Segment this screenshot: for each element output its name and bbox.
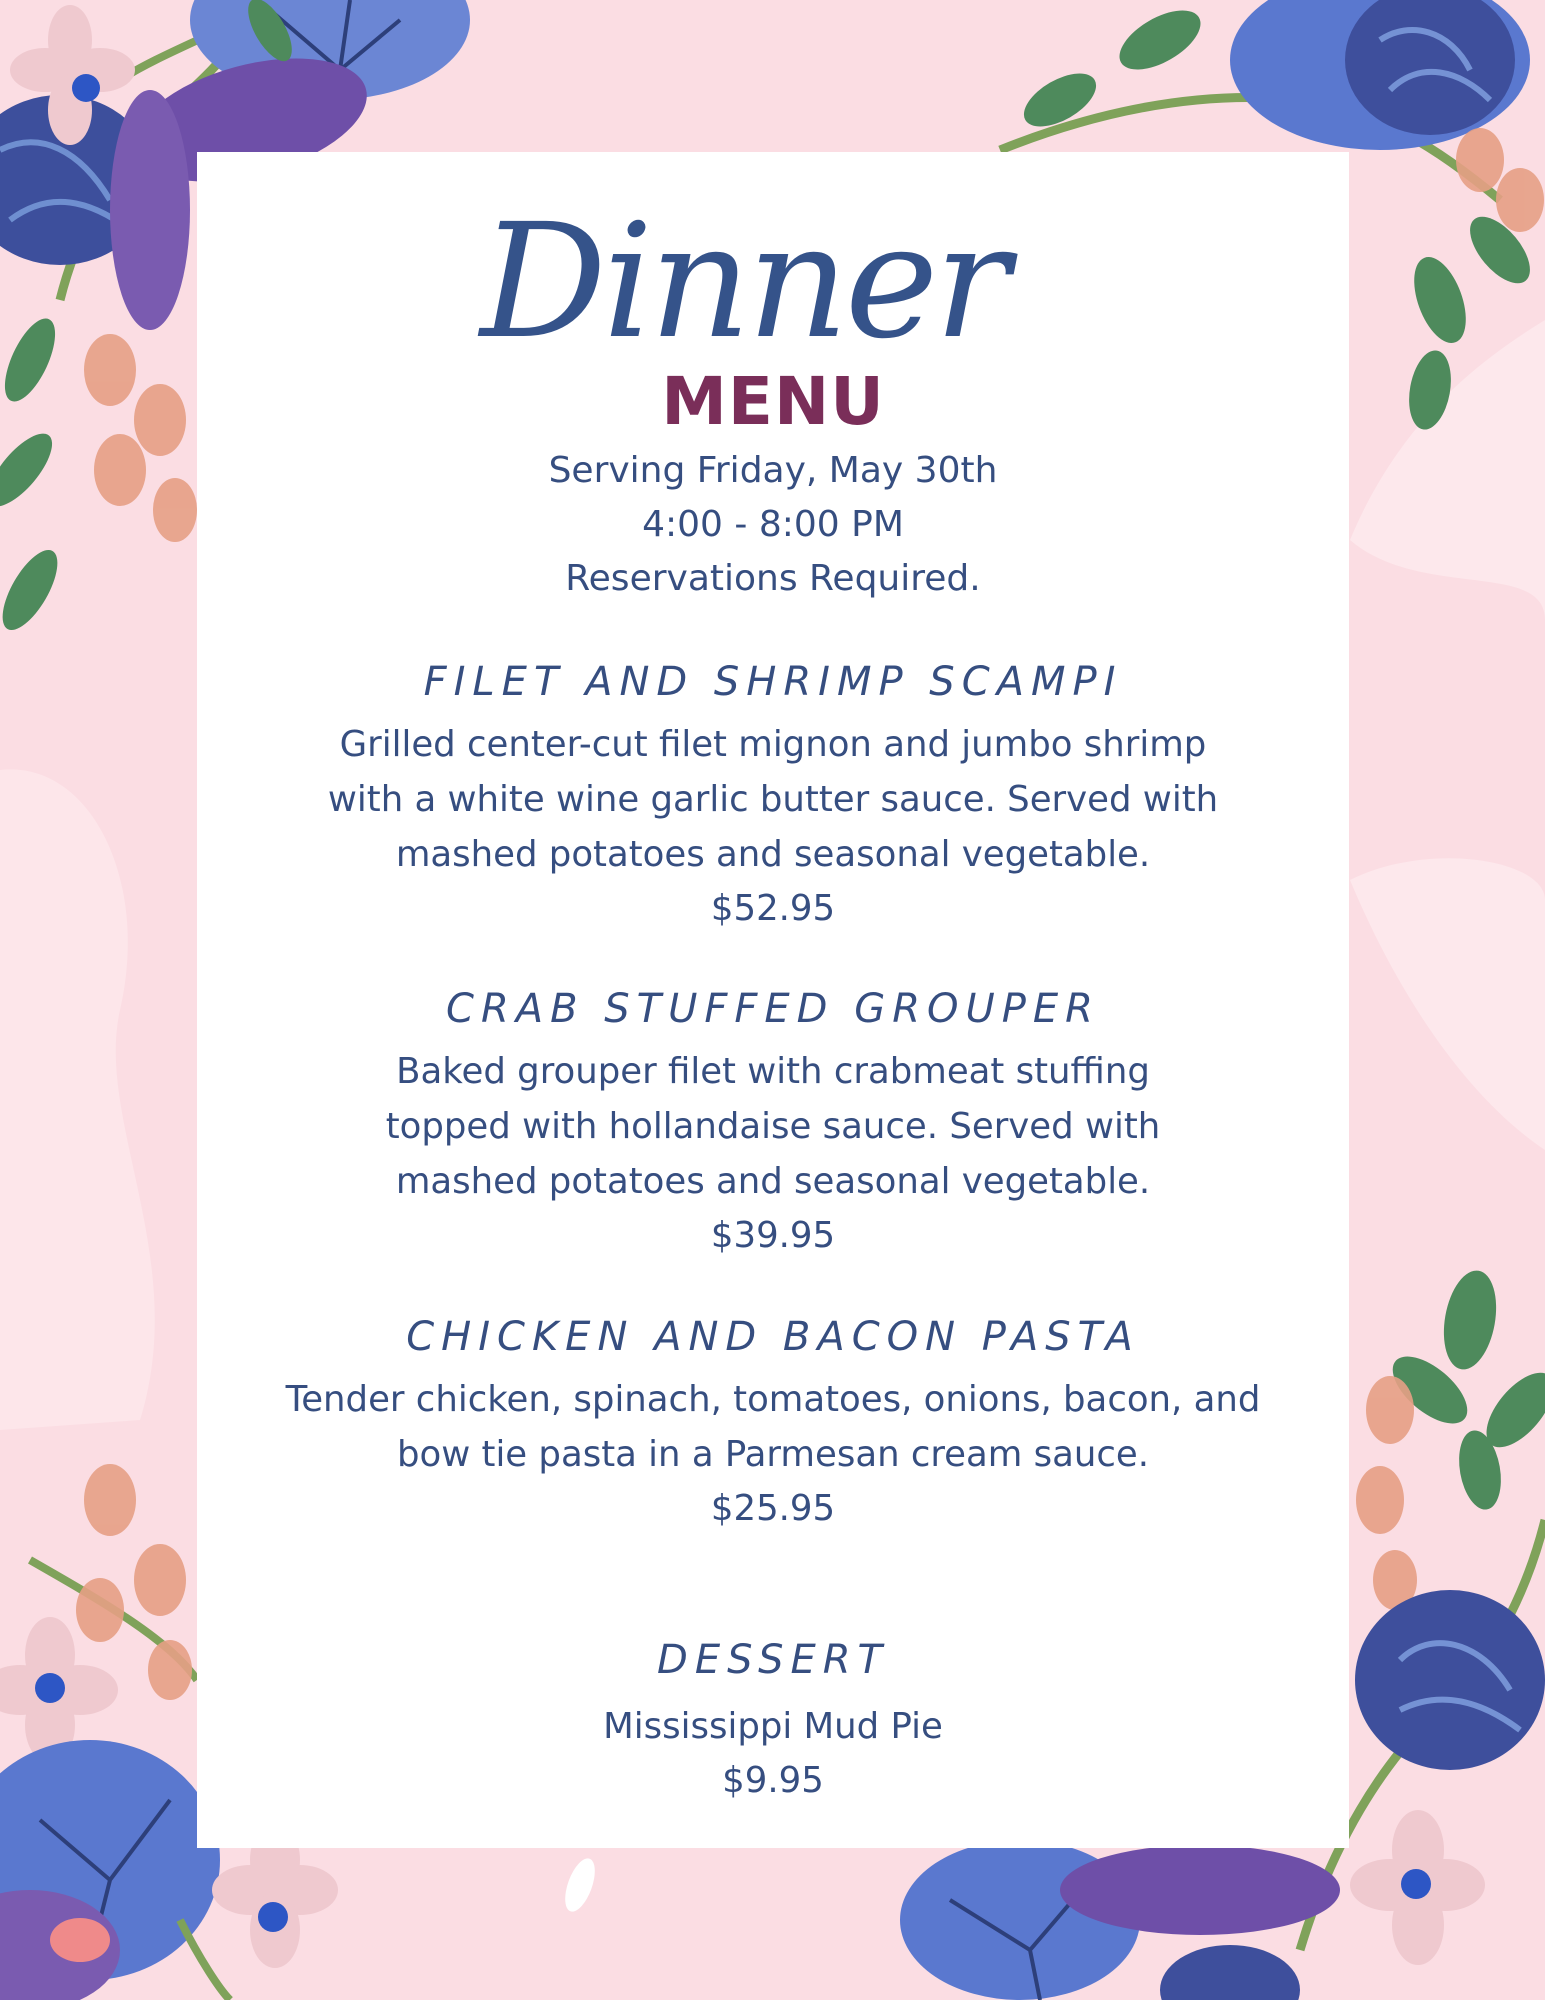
dessert-item: Mississippi Mud Pie — [603, 1706, 943, 1747]
background-blob — [1350, 858, 1545, 1150]
dish-description-line: mashed potatoes and seasonal vegetable. — [395, 1161, 1151, 1202]
dessert-heading: DESSERT — [657, 1637, 889, 1683]
reservation-note: Reservations Required. — [565, 558, 981, 599]
dish-price: $52.95 — [710, 888, 836, 929]
dessert-price: $9.95 — [722, 1760, 824, 1801]
dish-name: CRAB STUFFED GROUPER — [446, 986, 1100, 1032]
menu-card — [197, 152, 1349, 1848]
dish-name: FILET AND SHRIMP SCAMPI — [423, 659, 1123, 705]
dish-name: CHICKEN AND BACON PASTA — [406, 1314, 1140, 1360]
page-subtitle: MENU — [661, 363, 885, 440]
dish-description-line: topped with hollandaise sauce. Served with — [385, 1106, 1161, 1147]
background-blob — [0, 769, 155, 1430]
serving-date: Serving Friday, May 30th — [548, 450, 998, 491]
dish-description-line: with a white wine garlic butter sauce. Served with — [327, 779, 1219, 820]
dish-description-line: Baked grouper filet with crabmeat stuffing — [396, 1051, 1150, 1092]
dish-price: $25.95 — [710, 1488, 836, 1529]
serving-hours: 4:00 - 8:00 PM — [642, 504, 904, 545]
dish-price: $39.95 — [710, 1215, 836, 1256]
dish-description-line: Grilled center-cut filet mignon and jumbo shrimp — [339, 724, 1207, 765]
dish-description-line: mashed potatoes and seasonal vegetable. — [395, 834, 1151, 875]
dish-description-line: Tender chicken, spinach, tomatoes, onions, bacon, and — [285, 1379, 1261, 1420]
page-title: Dinner — [480, 190, 1006, 374]
dish-description-line: bow tie pasta in a Parmesan cream sauce. — [396, 1434, 1150, 1475]
